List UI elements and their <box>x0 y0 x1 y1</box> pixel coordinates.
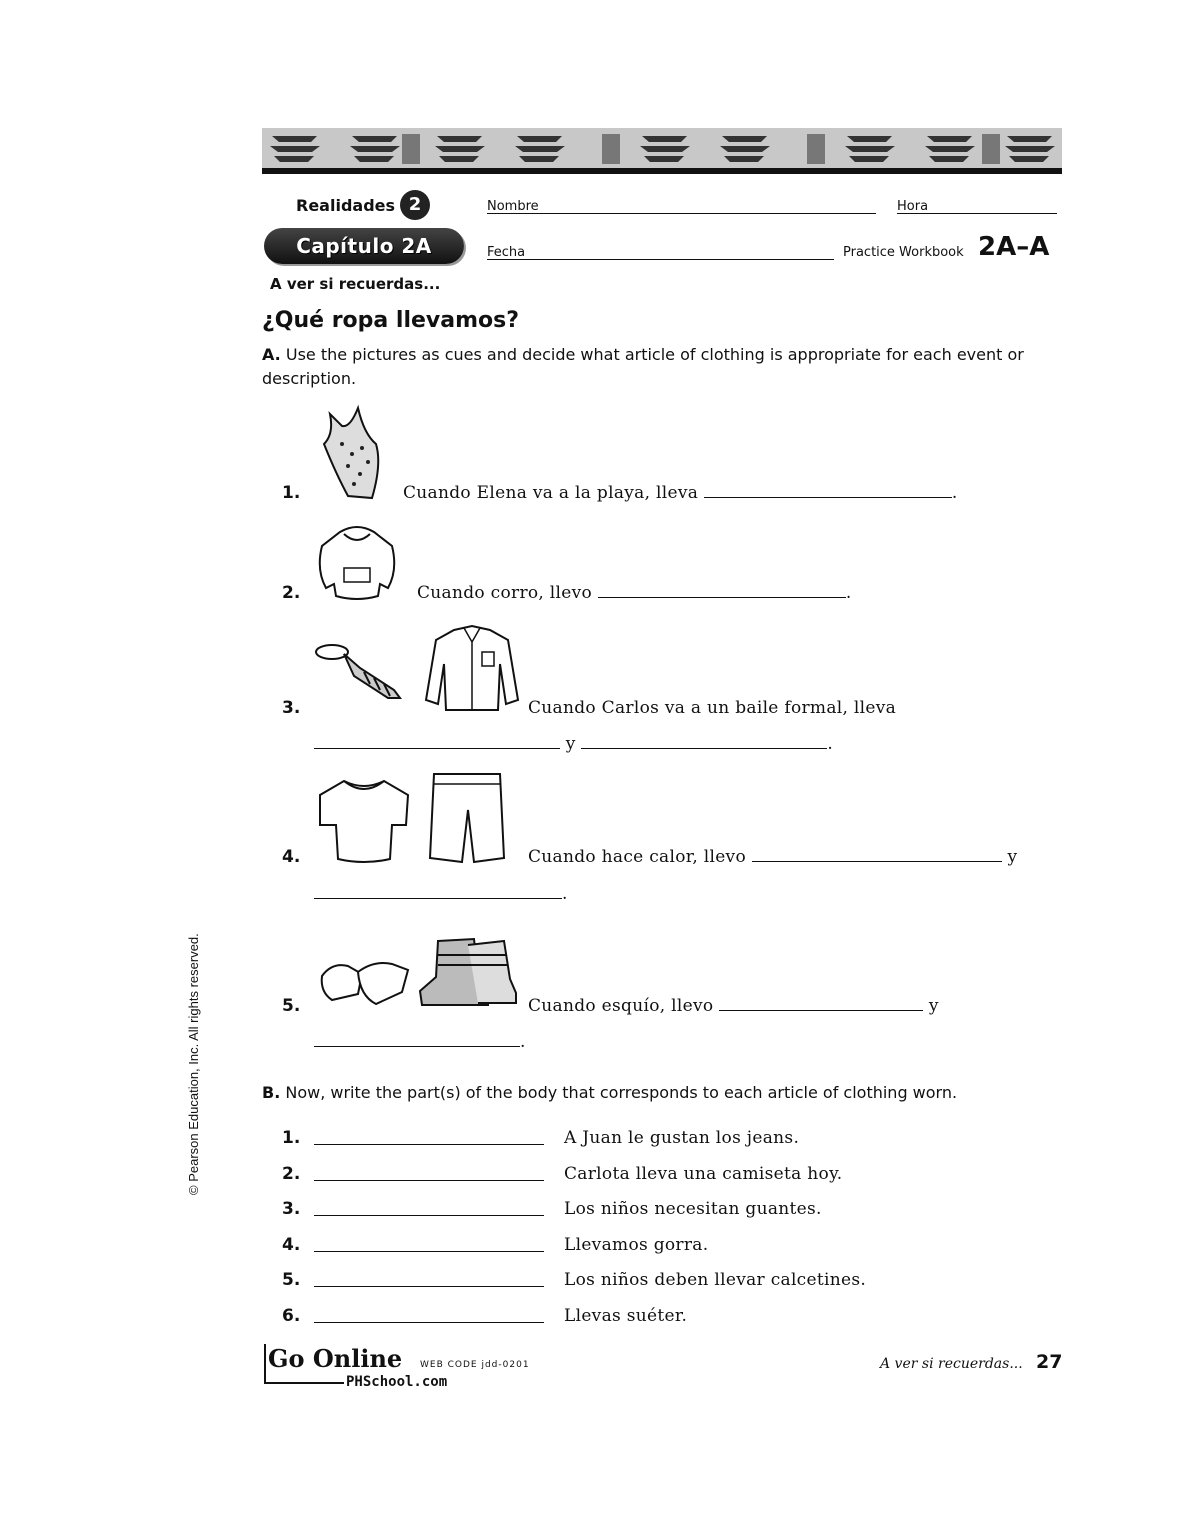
partB-list <box>282 1128 867 1341</box>
partB-item <box>282 1234 709 1271</box>
partB-text: Now, write the part(s) of the body that corresponds to each article of clothing worn. <box>285 1083 958 1102</box>
shorts-icon <box>426 770 508 866</box>
partA-item3-text: Cuando Carlos va a un baile formal, lleva <box>528 698 897 718</box>
partA-item5-number: 5. <box>282 996 301 1016</box>
footer-bracket <box>264 1344 266 1384</box>
partA-item5-text: Cuando esquío, llevo <box>528 996 714 1016</box>
partB-item1-number: 1. <box>282 1128 301 1148</box>
answer-blank[interactable] <box>704 483 952 498</box>
partA-letter: A. <box>262 345 281 364</box>
footer-section: A ver si recuerdas... <box>880 1356 1023 1372</box>
partA-item4-number: 4. <box>282 847 301 867</box>
partA-item1 <box>403 483 958 503</box>
partA-item1-number: 1. <box>282 483 301 503</box>
partB-letter: B. <box>262 1083 281 1102</box>
answer-blank[interactable] <box>598 583 846 598</box>
answer-blank[interactable] <box>581 734 827 749</box>
partB-item5-text: Los niños deben llevar calcetines. <box>564 1270 867 1290</box>
partB-item5-number: 5. <box>282 1270 301 1290</box>
workbook-label: Practice Workbook <box>843 245 964 260</box>
partA-item4 <box>528 847 1017 867</box>
partA-item3-answers <box>314 734 833 754</box>
partA-item3-number: 3. <box>282 698 301 718</box>
partA-item1-end: . <box>951 483 958 503</box>
partA-item4-end: . <box>562 884 568 904</box>
partA-item2-end: . <box>845 583 852 603</box>
go-online-logo[interactable]: Go Online <box>268 1344 403 1373</box>
partA-item1-text: Cuando Elena va a la playa, lleva <box>403 483 699 503</box>
partB-item2-number: 2. <box>282 1163 301 1184</box>
chapter-pill <box>264 228 464 264</box>
partA-item3-mid: y <box>565 734 576 754</box>
partA-item4-mid: y <box>1007 847 1018 867</box>
partB-item6-number: 6. <box>282 1305 301 1326</box>
partA-item2-text: Cuando corro, llevo <box>417 583 593 603</box>
partB-item4-number: 4. <box>282 1234 301 1255</box>
partA-item5-end: . <box>520 1032 526 1052</box>
partB-item3-number: 3. <box>282 1199 301 1219</box>
tshirt-icon <box>316 775 412 867</box>
answer-blank[interactable] <box>314 1130 544 1145</box>
partA-item5-answer2 <box>314 1032 526 1052</box>
partA-instructions <box>262 343 1062 391</box>
level-badge: 2 <box>400 190 430 220</box>
partA-item2 <box>417 583 852 603</box>
swimsuit-icon <box>312 404 390 502</box>
site-link[interactable]: PHSchool.com <box>346 1374 448 1390</box>
partB-item <box>282 1163 843 1200</box>
hora-field[interactable] <box>897 213 1057 214</box>
hora-label: Hora <box>897 199 929 214</box>
partB-instructions <box>262 1083 1062 1102</box>
decorative-header-band <box>262 128 1062 176</box>
dress-shirt-icon <box>424 624 520 714</box>
answer-blank[interactable] <box>314 1166 544 1181</box>
answer-blank[interactable] <box>314 1237 544 1252</box>
answer-blank[interactable] <box>314 734 560 749</box>
partB-item3-text: Los niños necesitan guantes. <box>564 1199 822 1219</box>
partB-item4-text: Llevamos gorra. <box>564 1234 709 1255</box>
partA-text: Use the pictures as cues and decide what article of clothing is appropriate for each event or description. <box>262 345 1024 388</box>
partB-item6-text: Llevas suéter. <box>564 1305 688 1326</box>
tie-icon <box>314 640 404 702</box>
page-number: 27 <box>1036 1351 1063 1373</box>
answer-blank[interactable] <box>314 884 562 899</box>
fecha-field[interactable] <box>487 259 834 260</box>
partB-item2-text: Carlota lleva una camiseta hoy. <box>564 1163 843 1184</box>
nombre-label: Nombre <box>487 199 539 214</box>
partA-item2-number: 2. <box>282 583 301 603</box>
partB-item1-text: A Juan le gustan los jeans. <box>564 1128 800 1148</box>
answer-blank[interactable] <box>752 847 1002 862</box>
gloves-icon <box>318 956 410 1008</box>
sweatshirt-icon <box>314 524 400 602</box>
partB-item <box>282 1199 822 1235</box>
web-code: WEB CODE jdd-0201 <box>420 1360 530 1370</box>
workbook-code: 2A–A <box>978 232 1050 262</box>
chapter-label: Capítulo 2A <box>296 234 432 258</box>
page-title: ¿Qué ropa llevamos? <box>262 308 520 333</box>
answer-blank[interactable] <box>314 1272 544 1287</box>
ski-boots-icon <box>418 935 518 1009</box>
answer-blank[interactable] <box>314 1032 520 1047</box>
answer-blank[interactable] <box>719 996 923 1011</box>
partA-item5-mid: y <box>928 996 939 1016</box>
answer-blank[interactable] <box>314 1308 544 1323</box>
series-name: Realidades <box>296 196 396 215</box>
copyright: © Pearson Education, Inc. All rights reserved. <box>186 933 201 1195</box>
partA-item5 <box>528 996 939 1016</box>
fecha-label: Fecha <box>487 245 526 260</box>
partA-item4-text: Cuando hace calor, llevo <box>528 847 746 867</box>
answer-blank[interactable] <box>314 1201 544 1216</box>
section-label: A ver si recuerdas... <box>270 275 441 293</box>
partB-item <box>282 1305 688 1342</box>
nombre-field[interactable] <box>487 213 876 214</box>
partB-item <box>282 1128 800 1164</box>
partA-item4-answer2 <box>314 884 568 904</box>
partA-item3-end: . <box>827 734 834 754</box>
partB-item <box>282 1270 867 1306</box>
footer-bracket-base <box>264 1382 344 1384</box>
